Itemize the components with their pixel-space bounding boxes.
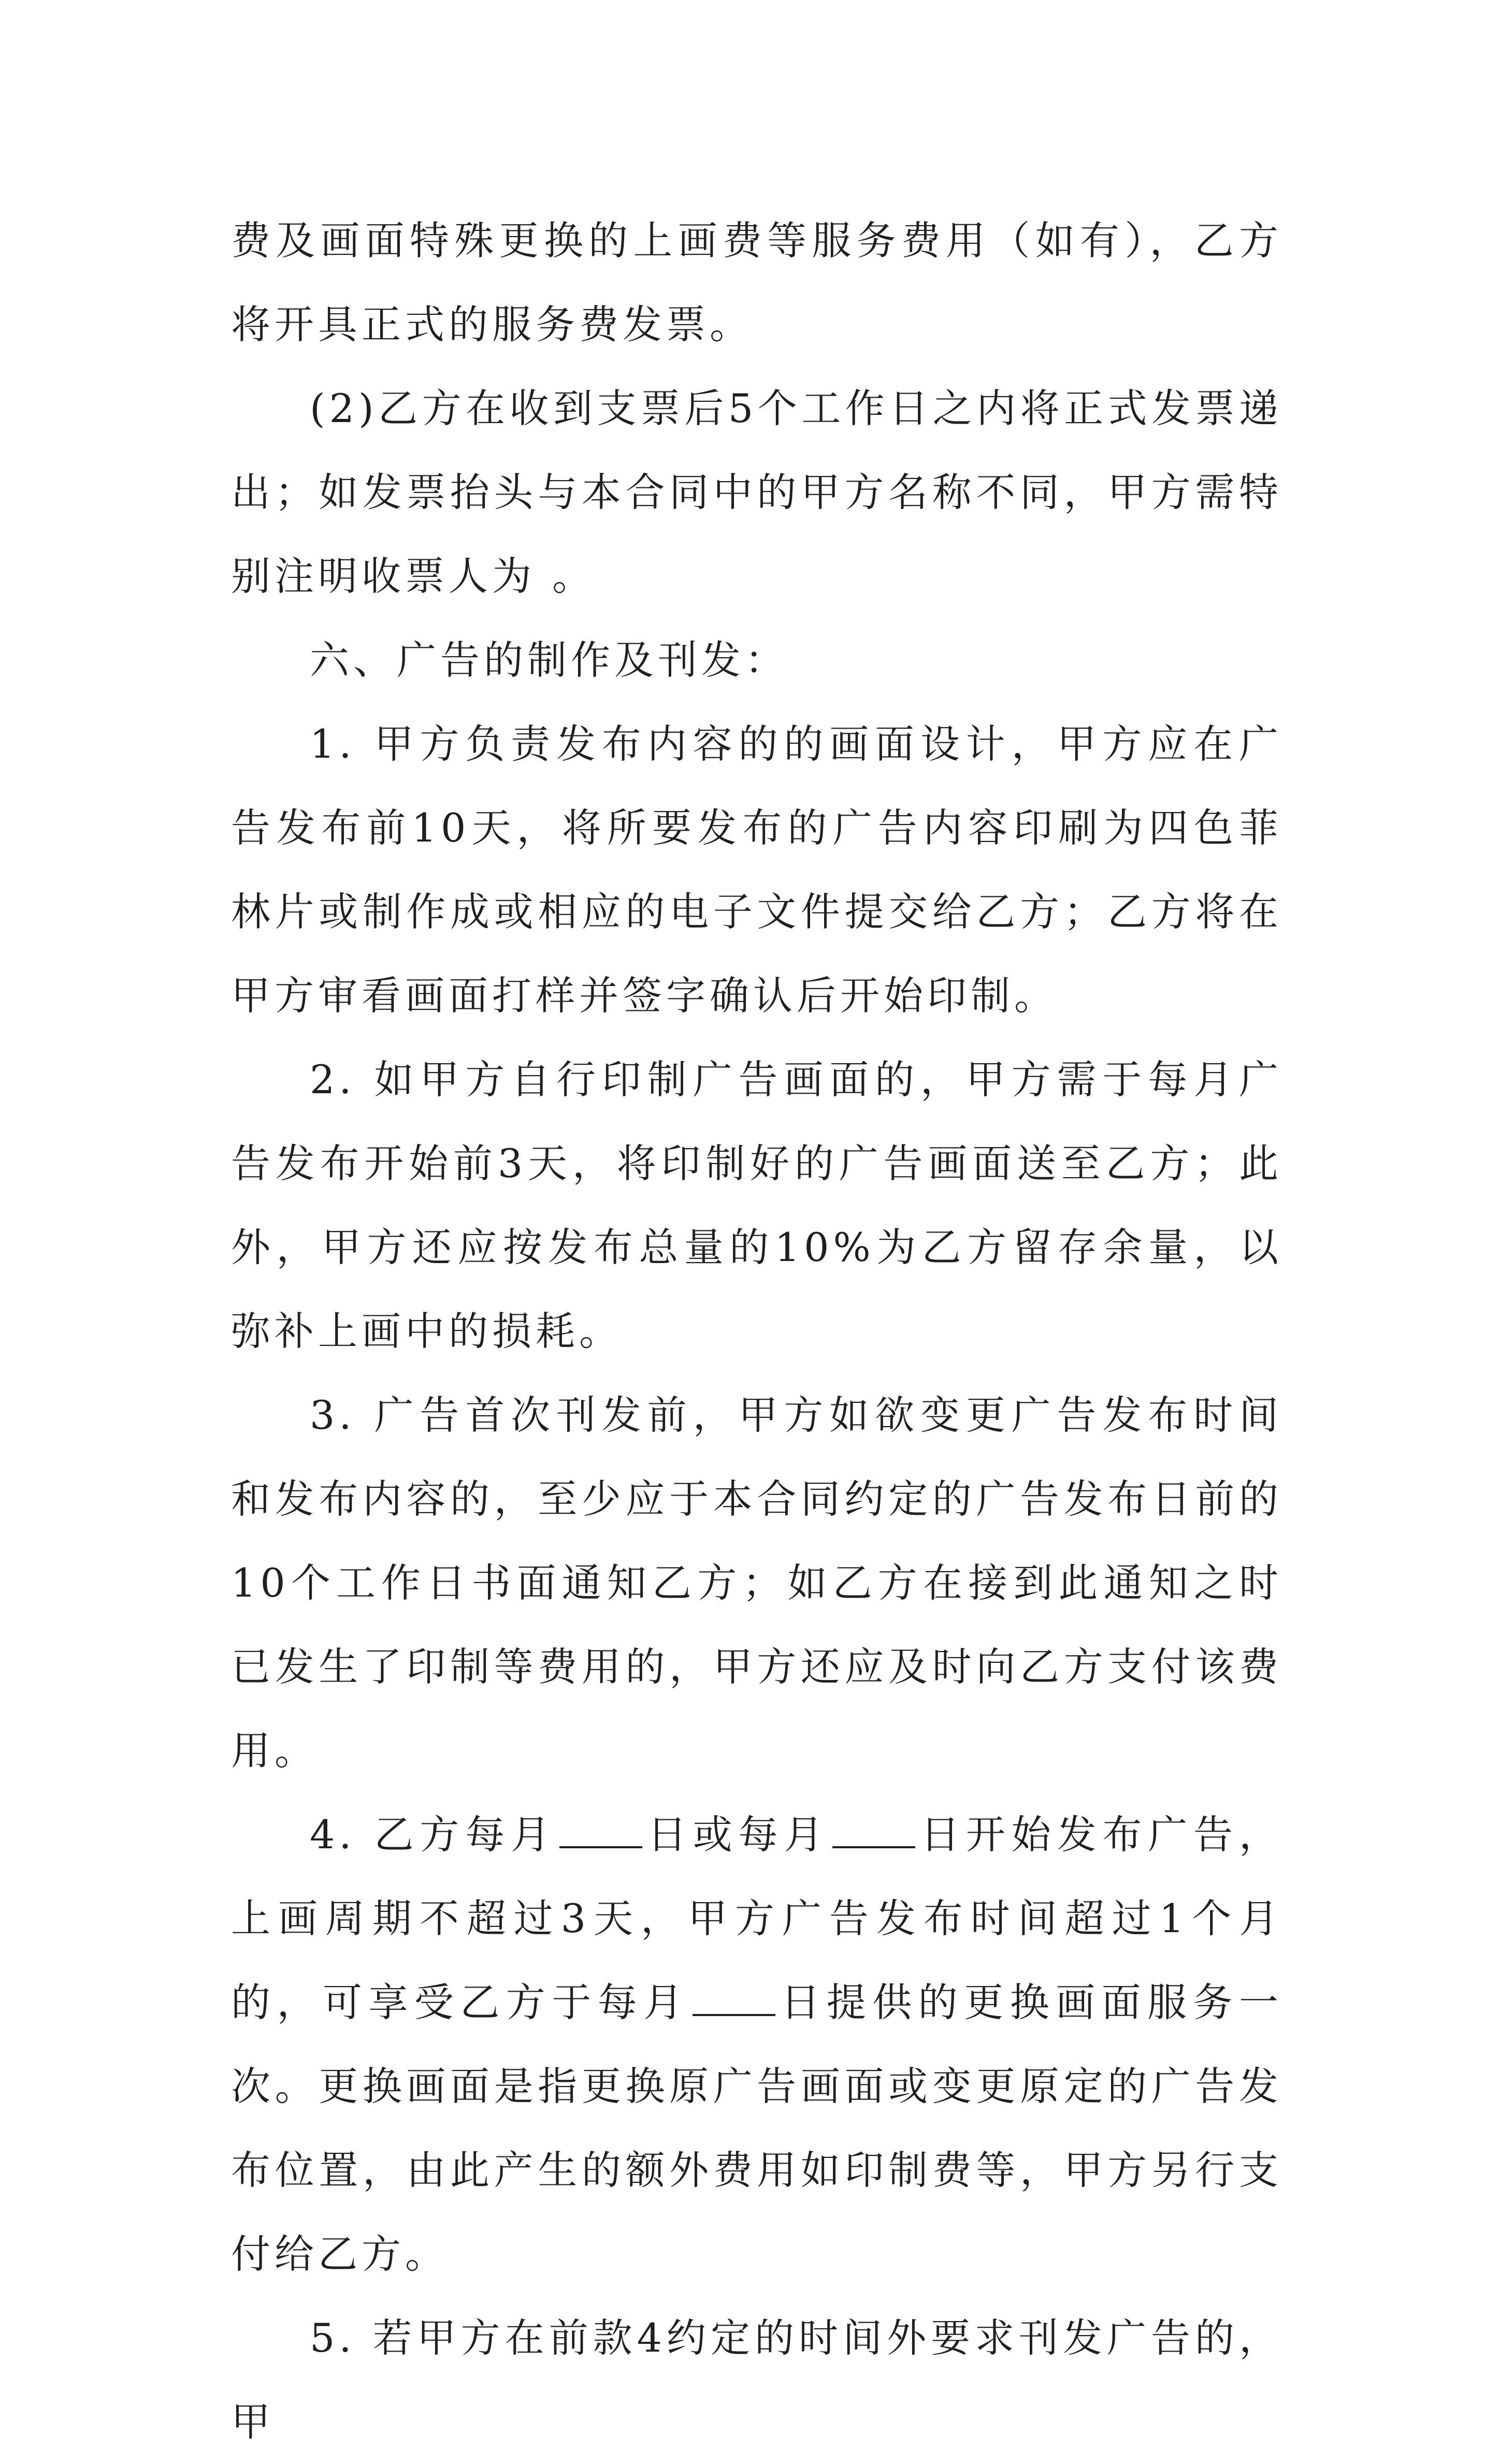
paragraph-text: (2)乙方在收到支票后5个工作日之内将正式发票递出；如发票抬头与本合同中的甲方名称不同，甲方需特别注明收票人为 。 bbox=[231, 385, 1282, 599]
clause-2 bbox=[231, 1038, 1282, 1373]
section-heading-ad-production bbox=[231, 618, 1282, 702]
document-body bbox=[231, 199, 1282, 2464]
section-heading-text: 六、广告的制作及刊发： bbox=[310, 637, 788, 683]
fill-in-blank bbox=[559, 1807, 642, 1848]
clause-1 bbox=[231, 702, 1282, 1038]
clause-text: 4. 乙方每月 bbox=[310, 1811, 556, 1858]
fill-in-blank bbox=[693, 1975, 775, 2016]
clause-text: 5. 若甲方在前款4约定的时间外要求刊发广告的，甲 bbox=[231, 2315, 1282, 2445]
clause-3 bbox=[231, 1373, 1282, 1793]
fill-in-blank bbox=[832, 1807, 915, 1848]
clause-text: 日开始发布广告，上画周期不超过3天，甲方广告发布时间超过1个月的，可享受乙方于每月 bbox=[231, 1811, 1283, 2025]
clause-text: 日或每月 bbox=[645, 1811, 830, 1858]
clause-text: 日提供的更换画面服务一次。更换画面是指更换原广告画面或变更原定的广告发布位置，由此产生的额外费用如印制费等，甲方另行支付给乙方。 bbox=[231, 1979, 1283, 2277]
clause-text: 3. 广告首次刊发前，甲方如欲变更广告发布时间和发布内容的，至少应于本合同约定的广告发布日前的10个工作日书面通知乙方；如乙方在接到此通知之时已发生了印制等费用的，甲方还应及时向乙方支付该费用。 bbox=[231, 1392, 1282, 1774]
paragraph-invoice-delivery bbox=[231, 367, 1282, 618]
clause-5 bbox=[231, 2296, 1282, 2464]
clause-text: 1. 甲方负责发布内容的的画面设计，甲方应在广告发布前10天，将所要发布的广告内容印刷为四色菲林片或制作成或相应的电子文件提交给乙方；乙方将在甲方审看画面打样并签字确认后开始印制。 bbox=[231, 721, 1282, 1019]
clause-text: 2. 如甲方自行印制广告画面的，甲方需于每月广告发布开始前3天，将印制好的广告画面送至乙方；此外，甲方还应按发布总量的10%为乙方留存余量，以弥补上画中的损耗。 bbox=[231, 1056, 1282, 1354]
paragraph-invoice-fees bbox=[231, 199, 1282, 367]
clause-4 bbox=[231, 1793, 1282, 2296]
paragraph-text: 费及画面特殊更换的上画费等服务费用（如有），乙方将开具正式的服务费发票。 bbox=[231, 218, 1282, 347]
